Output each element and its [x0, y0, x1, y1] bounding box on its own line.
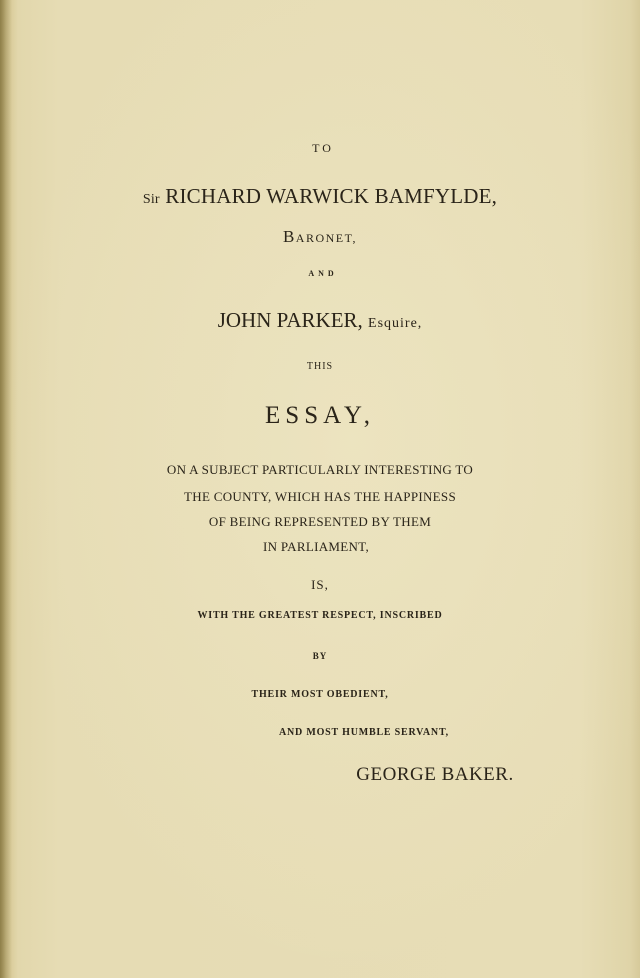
dedicatee-2-name: JOHN PARKER,	[217, 308, 363, 332]
essay-heading: ESSAY,	[265, 402, 375, 429]
subject-line-4: IN PARLIAMENT,	[262, 539, 370, 554]
dedicatee-2	[0, 308, 640, 333]
subject-line-1: ON A SUBJECT PARTICULARLY INTERESTING TO	[166, 462, 474, 477]
dedicatee-2-title: Esquire,	[368, 316, 423, 331]
subject-line-2: THE COUNTY, WHICH HAS THE HAPPINESS	[184, 489, 456, 504]
dedicatee-1-prefix: Sir	[142, 192, 160, 207]
and-conjunction: AND	[308, 269, 338, 278]
is-word: IS,	[311, 577, 329, 592]
this-word: THIS	[306, 361, 334, 372]
dedicatee-1-name: RICHARD WARWICK BAMFYLDE,	[165, 184, 498, 208]
respect-line: WITH THE GREATEST RESPECT, INSCRIBED	[197, 610, 443, 621]
dedication-to: TO	[312, 141, 334, 155]
baronet-rest: ARONET,	[295, 231, 358, 245]
baronet-initial: B	[282, 227, 296, 246]
subject-line-3: OF BEING REPRESENTED BY THEM	[208, 514, 432, 529]
baronet-title	[0, 227, 640, 247]
by-word: BY	[312, 651, 328, 661]
author-signature: GEORGE BAKER.	[356, 764, 514, 785]
obedient-line: THEIR MOST OBEDIENT,	[251, 689, 389, 700]
humble-servant-line: AND MOST HUMBLE SERVANT,	[279, 727, 449, 738]
dedicatee-1	[0, 184, 640, 209]
